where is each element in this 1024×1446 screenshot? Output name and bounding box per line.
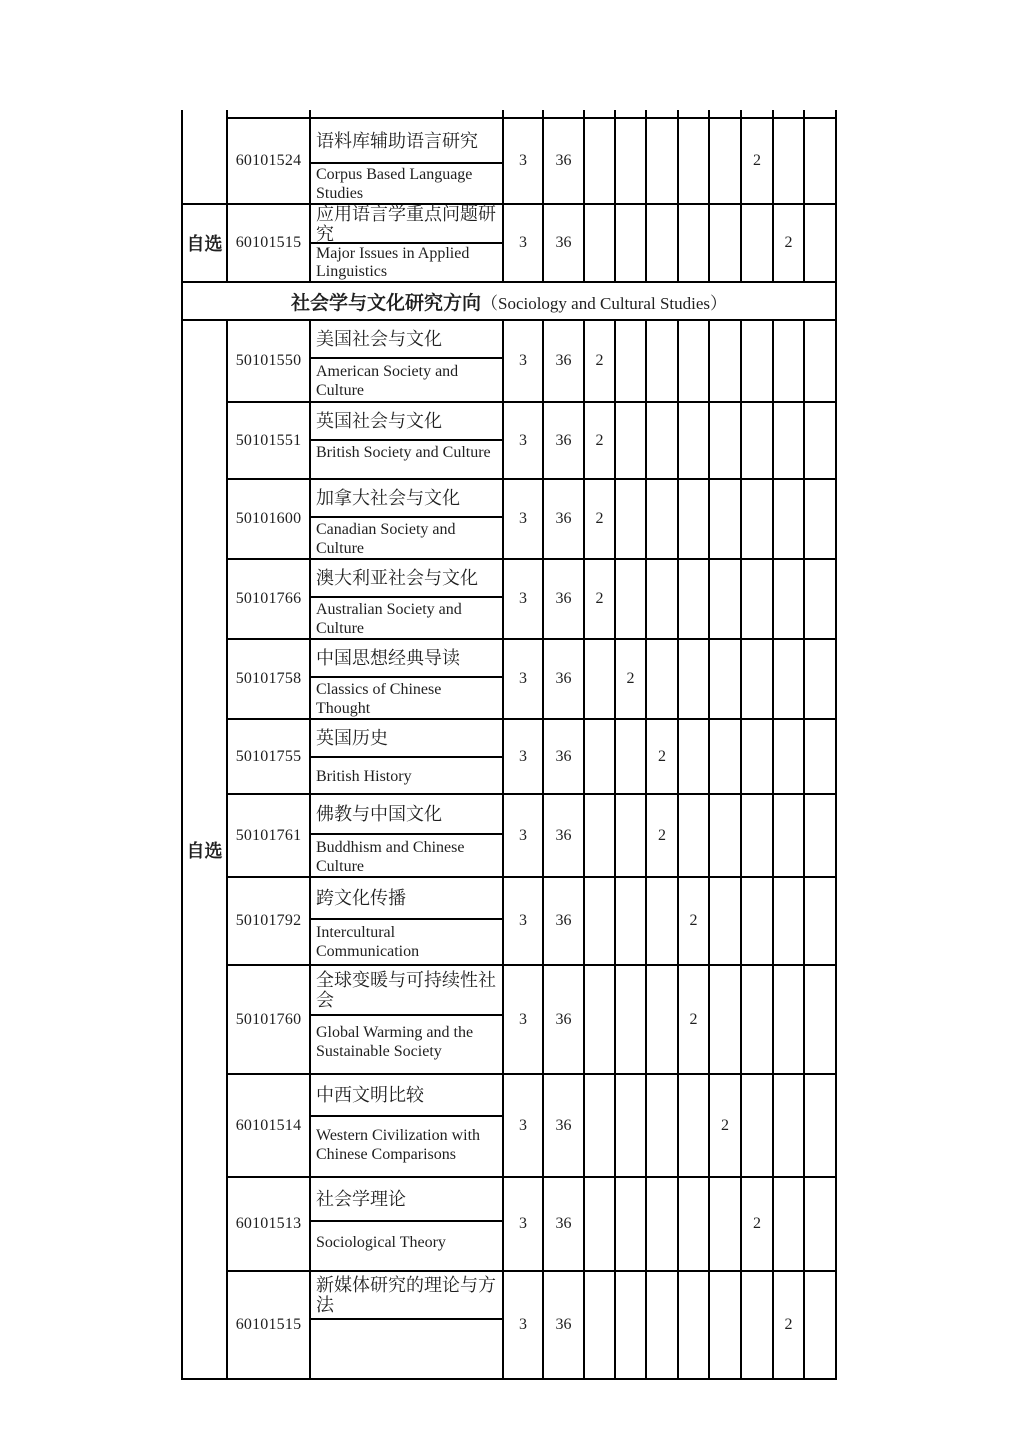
semester-cell xyxy=(804,877,836,965)
hours-cell: 36 xyxy=(543,559,584,639)
semester-cell xyxy=(741,204,773,282)
semester-cell xyxy=(678,719,709,794)
semester-cell xyxy=(804,559,836,639)
course-row xyxy=(182,639,836,719)
semester-cell xyxy=(646,1177,678,1271)
semester-cell: 2 xyxy=(678,877,709,965)
course-name-en: British Society and Culture xyxy=(316,444,491,461)
course-name-cell xyxy=(310,204,503,282)
credits-cell: 3 xyxy=(503,320,543,402)
semester-cell xyxy=(615,204,646,282)
semester-cell xyxy=(584,204,615,282)
course-name-cell xyxy=(310,1177,503,1271)
hours-cell: 36 xyxy=(543,1271,584,1379)
course-name-cell xyxy=(310,320,503,402)
credits-cell: 3 xyxy=(503,402,543,479)
course-row xyxy=(182,1271,836,1379)
hours-cell: 36 xyxy=(543,402,584,479)
course-table-region xyxy=(181,110,843,1333)
semester-cell: 2 xyxy=(584,402,615,479)
course-row xyxy=(182,479,836,559)
semester-cell xyxy=(709,877,741,965)
semester-cell: 2 xyxy=(584,559,615,639)
credits-cell: 3 xyxy=(503,794,543,877)
semester-cell xyxy=(804,794,836,877)
semester-cell xyxy=(584,639,615,719)
semester-cell xyxy=(584,118,615,204)
course-code: 50101550 xyxy=(227,320,310,402)
semester-cell xyxy=(646,877,678,965)
course-name-cn: 语料库辅助语言研究 xyxy=(311,119,502,164)
cut-row-top xyxy=(182,110,836,118)
semester-cell xyxy=(709,402,741,479)
credits-cell: 3 xyxy=(503,479,543,559)
semester-cell: 2 xyxy=(773,204,804,282)
course-code: 50101755 xyxy=(227,719,310,794)
credits-cell-cut xyxy=(503,110,543,118)
semester-cell xyxy=(678,479,709,559)
semester-cell xyxy=(646,118,678,204)
credits-cell: 3 xyxy=(503,639,543,719)
semester-cell xyxy=(678,402,709,479)
course-row xyxy=(182,877,836,965)
semester-cell xyxy=(584,877,615,965)
course-name-cell xyxy=(310,1271,503,1379)
course-name-cn: 全球变暖与可持续性社会 xyxy=(311,966,502,1016)
semester-cell xyxy=(584,965,615,1074)
hours-cell: 36 xyxy=(543,719,584,794)
semester-cell: 2 xyxy=(615,639,646,719)
course-row xyxy=(182,118,836,204)
semester-cell xyxy=(804,719,836,794)
semester-cell xyxy=(678,1271,709,1379)
category-cell-continuation xyxy=(182,110,227,204)
semester-cell xyxy=(646,1074,678,1177)
course-name-en: Australian Society and Culture xyxy=(316,601,462,637)
course-name-en: Intercultural Communication xyxy=(316,924,420,960)
semester-cell xyxy=(678,118,709,204)
semester-cell xyxy=(741,402,773,479)
semester-cell xyxy=(678,1074,709,1177)
course-name-en: Western Civilization with Chinese Comparisons xyxy=(316,1127,481,1163)
course-table xyxy=(181,110,837,1380)
course-code: 50101600 xyxy=(227,479,310,559)
course-name-en: Major Issues in Applied Linguistics xyxy=(316,245,470,280)
course-code: 60101524 xyxy=(227,118,310,204)
semester-cell: 2 xyxy=(646,794,678,877)
semester-cell: 2 xyxy=(678,965,709,1074)
course-code: 50101760 xyxy=(227,965,310,1074)
semester-cell xyxy=(615,794,646,877)
semester-cell xyxy=(773,877,804,965)
course-name-cn: 新媒体研究的理论与方法 xyxy=(311,1272,502,1320)
semester-cell xyxy=(709,320,741,402)
course-name-en: Classics of Chinese Thought xyxy=(316,681,442,717)
semester-cell-cut xyxy=(741,110,773,118)
course-name-cn: 澳大利亚社会与文化 xyxy=(311,560,502,598)
section-header-row xyxy=(182,282,836,320)
credits-cell: 3 xyxy=(503,559,543,639)
course-name-en: American Society and Culture xyxy=(316,363,459,399)
semester-cell xyxy=(646,204,678,282)
semester-cell xyxy=(741,719,773,794)
semester-cell xyxy=(615,559,646,639)
semester-cell xyxy=(804,965,836,1074)
course-row xyxy=(182,1177,836,1271)
semester-cell: 2 xyxy=(741,118,773,204)
semester-cell xyxy=(646,639,678,719)
semester-cell xyxy=(584,719,615,794)
course-code: 50101551 xyxy=(227,402,310,479)
semester-cell xyxy=(646,559,678,639)
semester-cell xyxy=(709,639,741,719)
hours-cell: 36 xyxy=(543,1074,584,1177)
semester-cell xyxy=(773,320,804,402)
semester-cell xyxy=(615,479,646,559)
course-row xyxy=(182,1074,836,1177)
semester-cell xyxy=(584,1074,615,1177)
semester-cell xyxy=(584,1271,615,1379)
semester-cell xyxy=(615,877,646,965)
course-name-cn: 中国思想经典导读 xyxy=(311,640,502,678)
course-name-cell xyxy=(310,965,503,1074)
semester-cell xyxy=(773,639,804,719)
semester-cell: 2 xyxy=(773,1271,804,1379)
semester-cell xyxy=(741,1271,773,1379)
course-code: 60101514 xyxy=(227,1074,310,1177)
semester-cell xyxy=(773,719,804,794)
semester-cell xyxy=(709,118,741,204)
course-row xyxy=(182,402,836,479)
semester-cell xyxy=(709,794,741,877)
course-code-cut xyxy=(227,110,310,118)
category-cell: 自选 xyxy=(182,320,227,1379)
semester-cell xyxy=(773,402,804,479)
category-cell: 自选 xyxy=(182,204,227,282)
credits-cell: 3 xyxy=(503,1271,543,1379)
hours-cell: 36 xyxy=(543,1177,584,1271)
semester-cell: 2 xyxy=(584,320,615,402)
hours-cell: 36 xyxy=(543,794,584,877)
semester-cell xyxy=(804,402,836,479)
semester-cell xyxy=(804,479,836,559)
semester-cell-cut xyxy=(773,110,804,118)
semester-cell: 2 xyxy=(709,1074,741,1177)
course-row xyxy=(182,204,836,282)
semester-cell xyxy=(741,877,773,965)
credits-cell: 3 xyxy=(503,118,543,204)
course-name-cell xyxy=(310,639,503,719)
semester-cell xyxy=(646,1271,678,1379)
course-name-en: Canadian Society and Culture xyxy=(316,521,456,557)
semester-cell-cut xyxy=(678,110,709,118)
semester-cell xyxy=(615,965,646,1074)
course-code: 60101515 xyxy=(227,204,310,282)
section-title-cn: 社会学与文化研究方向 xyxy=(290,292,481,314)
semester-cell xyxy=(678,794,709,877)
credits-cell: 3 xyxy=(503,965,543,1074)
course-name-cut xyxy=(310,110,503,118)
semester-cell xyxy=(615,1177,646,1271)
semester-cell xyxy=(741,479,773,559)
credits-cell: 3 xyxy=(503,719,543,794)
hours-cell: 36 xyxy=(543,320,584,402)
semester-cell xyxy=(646,320,678,402)
semester-cell xyxy=(646,479,678,559)
semester-cell xyxy=(584,794,615,877)
course-name-cell xyxy=(310,1074,503,1177)
course-name-en: Corpus Based Language Studies xyxy=(316,166,473,202)
semester-cell xyxy=(741,320,773,402)
course-row xyxy=(182,559,836,639)
semester-cell-cut xyxy=(646,110,678,118)
course-name-cn: 英国历史 xyxy=(311,720,502,758)
course-code: 50101758 xyxy=(227,639,310,719)
course-name-cell xyxy=(310,877,503,965)
semester-cell xyxy=(709,559,741,639)
course-row xyxy=(182,794,836,877)
semester-cell xyxy=(741,639,773,719)
semester-cell: 2 xyxy=(741,1177,773,1271)
course-code: 50101792 xyxy=(227,877,310,965)
semester-cell xyxy=(709,719,741,794)
hours-cell: 36 xyxy=(543,877,584,965)
credits-cell: 3 xyxy=(503,204,543,282)
credits-cell: 3 xyxy=(503,1177,543,1271)
section-title-en: （Sociology and Cultural Studies） xyxy=(480,293,728,313)
semester-cell xyxy=(615,402,646,479)
credits-cell: 3 xyxy=(503,877,543,965)
semester-cell xyxy=(804,1271,836,1379)
hours-cell: 36 xyxy=(543,204,584,282)
course-name-cn: 中西文明比较 xyxy=(311,1075,502,1117)
hours-cell: 36 xyxy=(543,118,584,204)
semester-cell xyxy=(804,204,836,282)
semester-cell xyxy=(773,1074,804,1177)
semester-cell-cut xyxy=(615,110,646,118)
course-name-en: Global Warming and the Sustainable Society xyxy=(316,1024,474,1060)
course-name-cn: 美国社会与文化 xyxy=(311,321,502,359)
semester-cell xyxy=(773,479,804,559)
semester-cell-cut xyxy=(709,110,741,118)
course-row xyxy=(182,965,836,1074)
semester-cell xyxy=(646,402,678,479)
semester-cell xyxy=(804,118,836,204)
semester-cell xyxy=(709,1177,741,1271)
semester-cell xyxy=(709,1271,741,1379)
semester-cell xyxy=(804,1074,836,1177)
semester-cell xyxy=(741,794,773,877)
course-name-cn: 社会学理论 xyxy=(311,1178,502,1222)
semester-cell xyxy=(709,479,741,559)
course-code: 50101766 xyxy=(227,559,310,639)
semester-cell xyxy=(804,1177,836,1271)
hours-cell: 36 xyxy=(543,965,584,1074)
section-header-cell xyxy=(182,282,836,320)
course-name-en: British History xyxy=(316,768,412,785)
semester-cell xyxy=(709,204,741,282)
semester-cell xyxy=(709,965,741,1074)
semester-cell: 2 xyxy=(646,719,678,794)
hours-cell: 36 xyxy=(543,479,584,559)
course-name-cn: 应用语言学重点问题研究 xyxy=(311,205,502,244)
semester-cell xyxy=(773,965,804,1074)
course-name-cn: 英国社会与文化 xyxy=(311,403,502,441)
semester-cell xyxy=(804,639,836,719)
semester-cell xyxy=(615,118,646,204)
course-row xyxy=(182,320,836,402)
course-name-cell xyxy=(310,118,503,204)
semester-cell xyxy=(741,965,773,1074)
semester-cell xyxy=(741,1074,773,1177)
course-name-en: Buddhism and Chinese Culture xyxy=(316,839,465,875)
course-name-en: Sociological Theory xyxy=(316,1234,446,1251)
semester-cell: 2 xyxy=(584,479,615,559)
semester-cell xyxy=(615,1074,646,1177)
semester-cell xyxy=(678,1177,709,1271)
semester-cell xyxy=(678,559,709,639)
semester-cell xyxy=(773,1177,804,1271)
course-name-cell xyxy=(310,794,503,877)
course-name-cn: 佛教与中国文化 xyxy=(311,795,502,835)
semester-cell xyxy=(804,320,836,402)
course-name-cell xyxy=(310,719,503,794)
semester-cell xyxy=(615,719,646,794)
semester-cell xyxy=(646,965,678,1074)
semester-cell-cut xyxy=(584,110,615,118)
semester-cell xyxy=(615,1271,646,1379)
course-name-cell xyxy=(310,402,503,479)
course-row xyxy=(182,719,836,794)
course-name-cn: 跨文化传播 xyxy=(311,878,502,920)
hours-cell: 36 xyxy=(543,639,584,719)
semester-cell xyxy=(678,639,709,719)
semester-cell xyxy=(615,320,646,402)
semester-cell xyxy=(773,794,804,877)
course-code: 60101513 xyxy=(227,1177,310,1271)
course-code: 50101761 xyxy=(227,794,310,877)
course-code: 60101515 xyxy=(227,1271,310,1379)
semester-cell xyxy=(773,118,804,204)
semester-cell xyxy=(678,320,709,402)
course-name-cn: 加拿大社会与文化 xyxy=(311,480,502,518)
credits-cell: 3 xyxy=(503,1074,543,1177)
course-name-en xyxy=(311,1320,502,1324)
hours-cell-cut xyxy=(543,110,584,118)
semester-cell xyxy=(773,559,804,639)
semester-cell xyxy=(584,1177,615,1271)
course-name-cell xyxy=(310,479,503,559)
semester-cell-cut xyxy=(804,110,836,118)
semester-cell xyxy=(678,204,709,282)
course-name-cell xyxy=(310,559,503,639)
semester-cell xyxy=(741,559,773,639)
